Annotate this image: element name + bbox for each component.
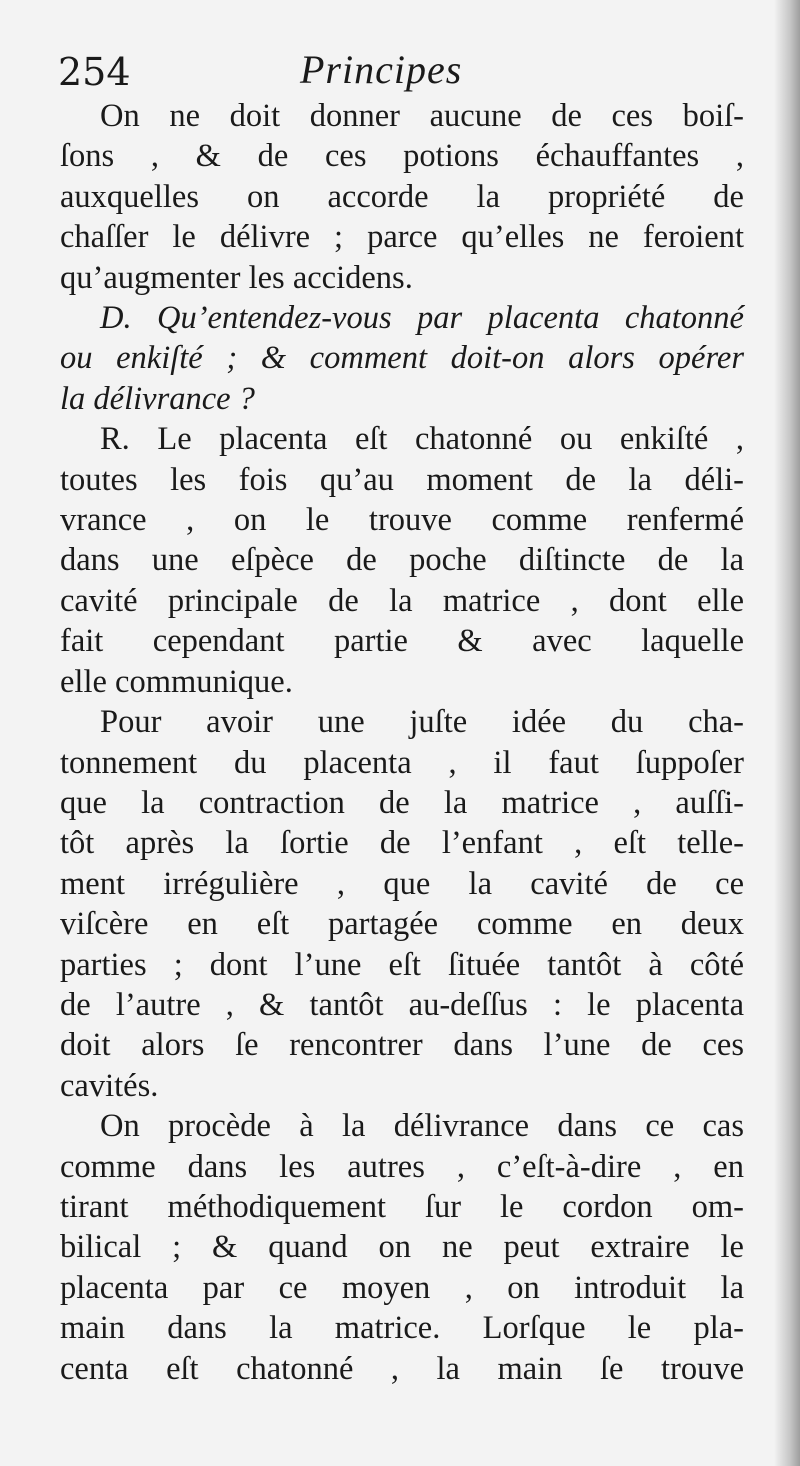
body-text [60,96,744,1389]
page-edge-shadow [774,0,800,1466]
text-line: On procède à la délivrance dans ce cas [100,1108,744,1145]
text-line: de l’autre , & tantôt au-deſſus : le placenta [60,986,744,1023]
text-line: toutes les fois qu’au moment de la déli- [60,461,744,498]
text-line: placenta par ce moyen , on introduit la [60,1269,744,1306]
text-line: tôt après la ſortie de l’enfant , eſt telle- [60,825,744,862]
question-line: ou enkiſté ; & comment doit-on alors opérer [60,340,744,377]
text-line: tonnement du placenta , il faut ſuppoſer [60,744,744,781]
running-title: Principes [300,47,463,92]
text-line: viſcère en eſt partagée comme en deux [60,906,744,943]
text-line: fait cependant partie & avec laquelle [60,623,744,660]
text-line: main dans la matrice. Lorſque le pla- [60,1310,744,1347]
text-line: que la contraction de la matrice , auſſi- [60,784,744,821]
text-line: R. Le placenta eſt chatonné ou enkiſté , [100,421,744,458]
text-line: dans une eſpèce de poche diſtincte de la [60,542,744,579]
text-line: parties ; dont l’une eſt ſituée tantôt à côté [60,946,744,983]
text-line: chaſſer le délivre ; parce qu’elles ne feroient [60,219,744,256]
text-line: vrance , on le trouve comme renfermé [60,502,744,539]
text-line: elle communique. [60,663,293,700]
text-line: bilical ; & quand on ne peut extraire le [60,1229,744,1266]
text-line: tirant méthodiquement ſur le cordon om- [60,1188,744,1225]
text-line: doit alors ſe rencontrer dans l’une de ces [60,1027,744,1064]
text-line: centa eſt chatonné , la main ſe trouve [60,1350,744,1387]
text-line: ſons , & de ces potions échauffantes , [60,138,744,175]
text-line: cavité principale de la matrice , dont elle [60,582,744,619]
text-line: comme dans les autres , c’eſt-à-dire , en [60,1148,744,1185]
question-line: D. Qu’entendez-vous par placenta chatonné [100,300,744,337]
text-line: qu’augmenter les accidens. [60,259,413,296]
page-number: 254 [58,50,131,94]
text-line: ment irrégulière , que la cavité de ce [60,865,744,902]
text-line: Pour avoir une juſte idée du cha- [100,704,744,741]
text-line: On ne doit donner aucune de ces boiſ- [100,98,744,134]
text-line: auxquelles on accorde la propriété de [60,178,744,215]
text-line: cavités. [60,1067,159,1104]
question-line: la délivrance ? [60,380,255,417]
